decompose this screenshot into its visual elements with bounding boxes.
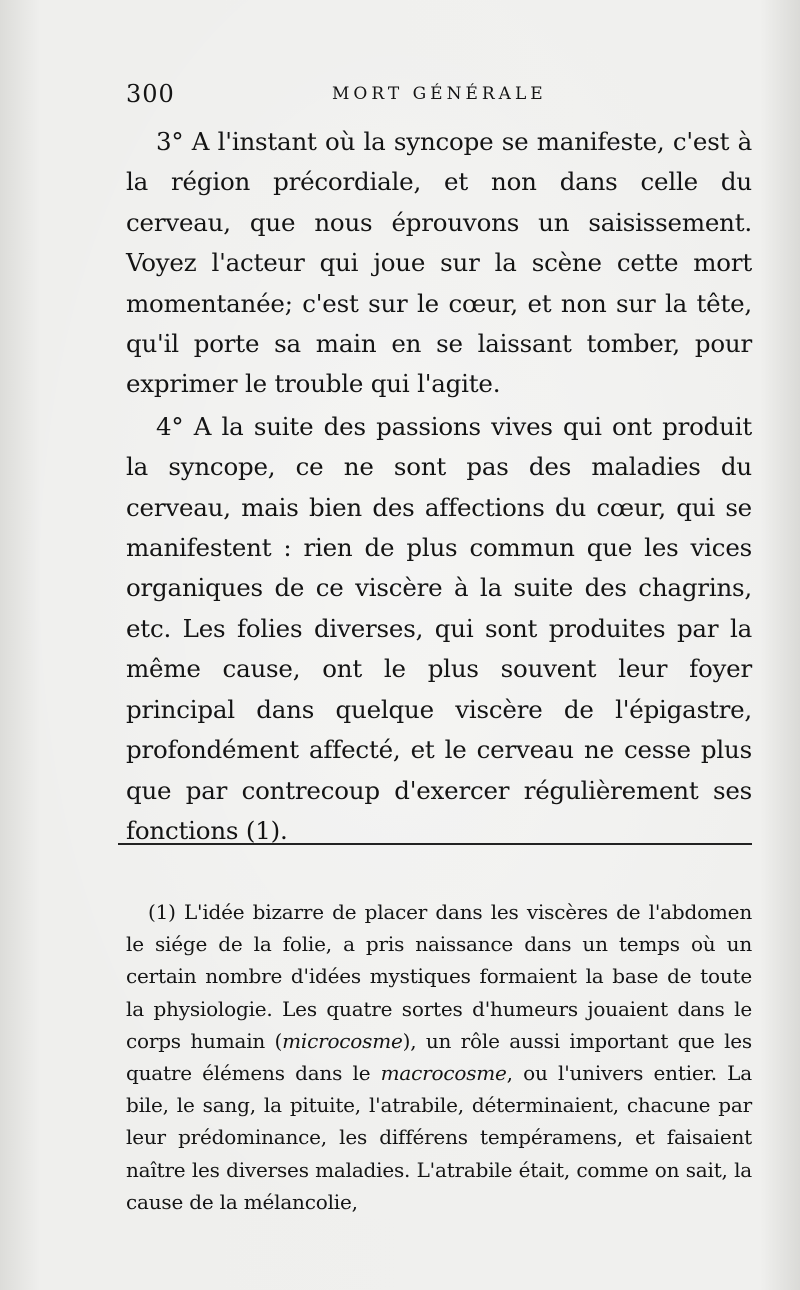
footnote-text-1: (1) L'idée bizarre de placer dans les viscères de l'abdomen le siége de la folie, a pris naissance dans un temps où un certain nombre d'idées mystiques formaient la base de toute la physiologie. Les quatre sortes d'humeurs jouaient dans le corps humain ( [126,900,752,1053]
footnote-text-2: ), un rôle aussi important que les quatre élémens dans le [126,1028,752,1086]
main-text [126,122,752,851]
footnote-text-3: , ou l'univers entier. La bile, le sang, la pituite, l'atrabile, déterminaient, chacune par leur prédominance, les différens tempéramens, et faisaient naître les diverses maladies. L'atrabile était, comme on sait, la cause de la mélancolie, [126,1061,752,1214]
footnote [126,896,752,1218]
page-header [126,80,752,110]
paragraph-4: 4° A la suite des passions vives qui ont produit la syncope, ce ne sont pas des maladies du cerveau, mais bien des affections du cœur, qui se manifestent : rien de plus commun que les vices organiques de ce viscère à la suite des chagrins, etc. Les folies diverses, qui sont produites par la même cause, ont le plus souvent leur foyer principal dans quelque viscère de l'épigastre, profondément affecté, et le cerveau ne cesse plus que par contrecoup d'exercer régulièrement ses fonctions (1). [126,411,752,845]
paragraph-3: 3° A l'instant où la syncope se manifeste, c'est à la région précordiale, et non dans celle du cerveau, que nous éprouvons un saisissement. Voyez l'acteur qui joue sur la scène cette mort momentanée; c'est sur le cœur, et non sur la tête, qu'il porte sa main en se laissant tomber, pour exprimer le trouble qui l'agite. [126,127,752,399]
footnote-paragraph [126,896,752,1218]
footnote-term-microcosme: microcosme [282,1028,403,1053]
running-head: MORT GÉNÉRALE [332,84,547,104]
footnote-term-macrocosme: macrocosme [380,1061,507,1086]
footnote-separator [118,843,752,845]
page-number: 300 [126,80,175,108]
